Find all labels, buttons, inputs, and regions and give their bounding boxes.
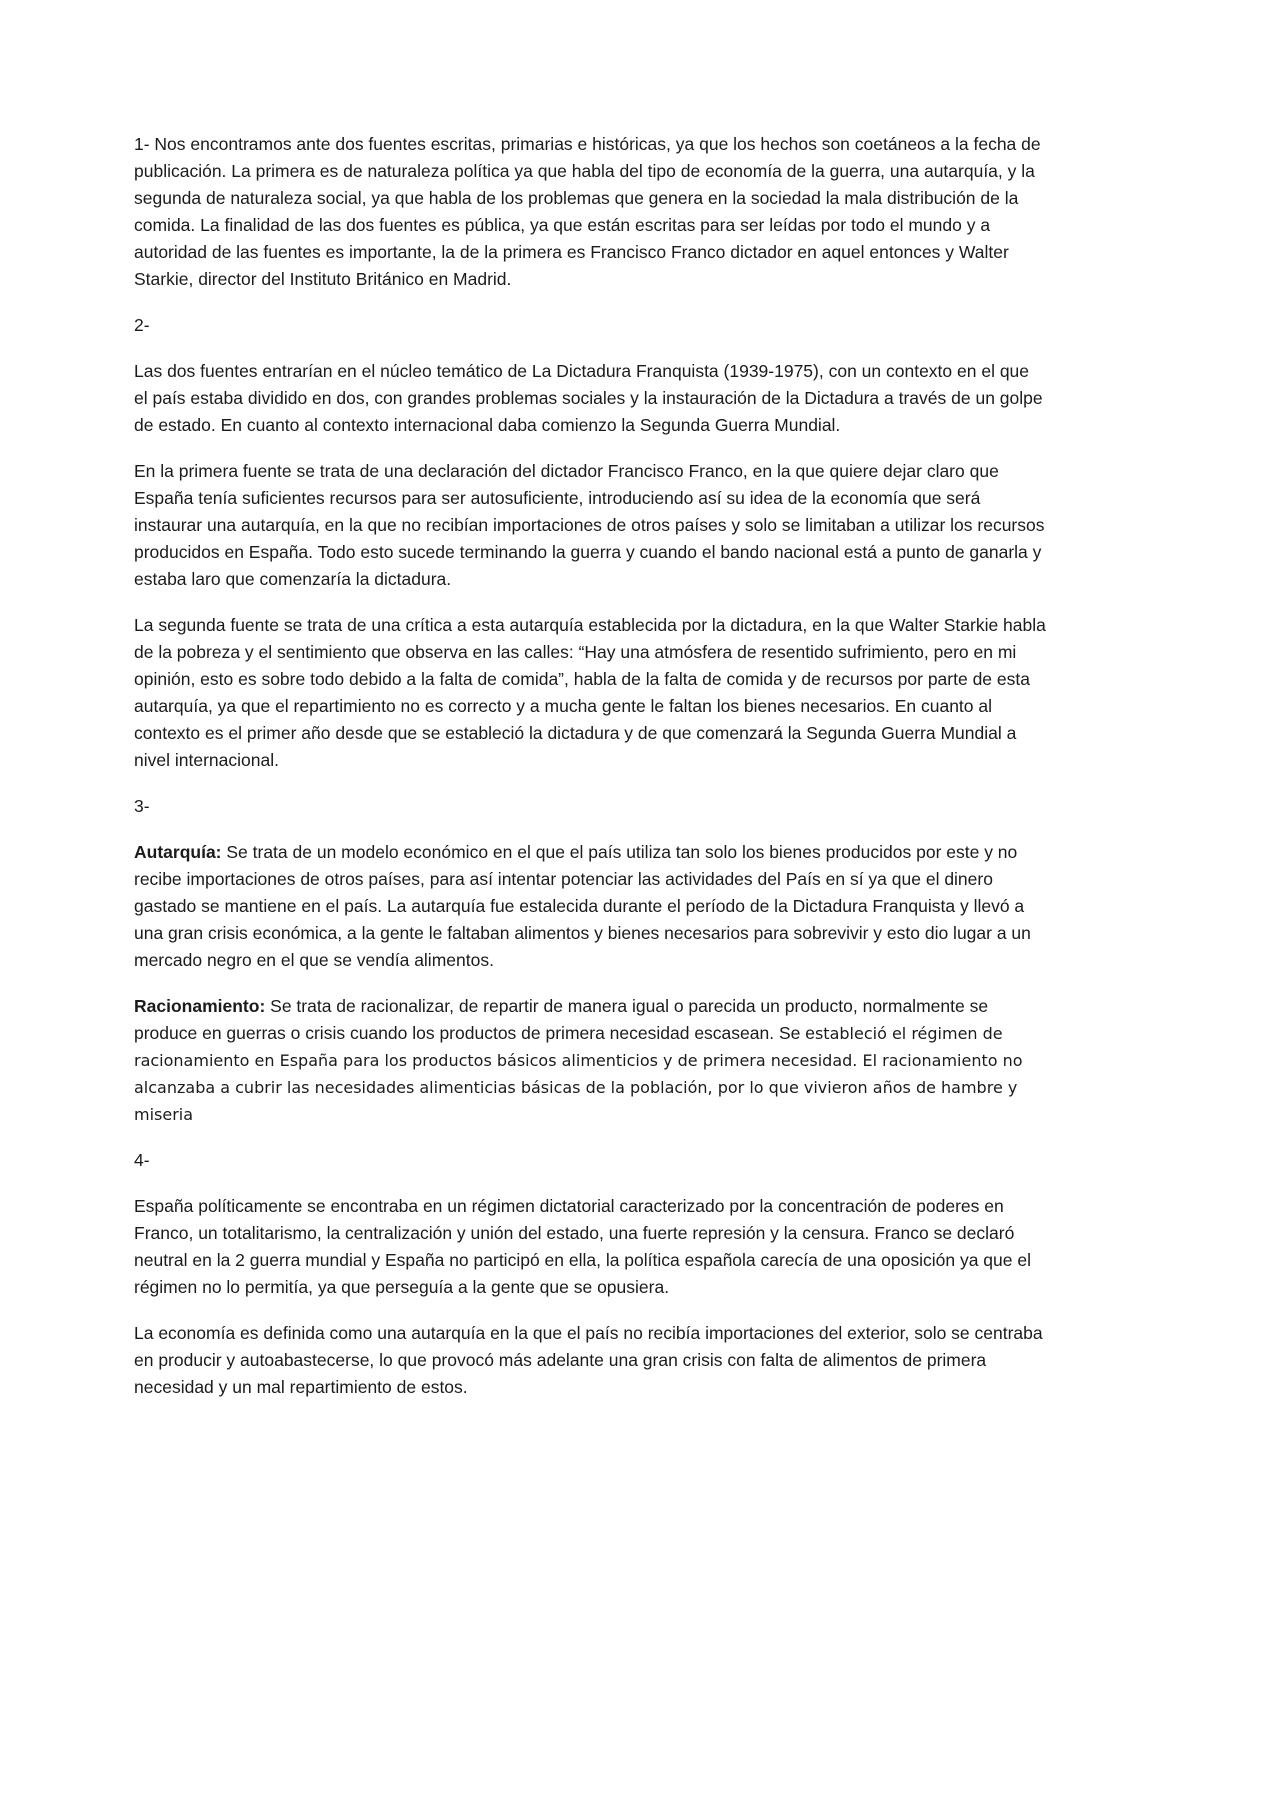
term-autarquia: Autarquía:: [134, 842, 222, 862]
question-2-heading: 2-: [134, 315, 150, 335]
answer-4-politics-paragraph: España políticamente se encontraba en un régimen dictatorial caracterizado por la concentración de poderes en Franco, un totalitarismo, la centralización y unión del estado, una fuerte represión y la censura. Franco se declaró neutral en la 2 guerra mundial y España no participó en ella, la política española carecía de una oposición ya que el régimen no lo permitía, ya que perseguía a la gente que se opusiera.: [134, 1196, 1031, 1297]
term-racionamiento: Racionamiento:: [134, 996, 266, 1016]
question-3-heading: 3-: [134, 796, 150, 816]
answer-4-economy-paragraph: La economía es definida como una autarquía en la que el país no recibía importaciones del exterior, solo se centraba en producir y autoabastecerse, lo que provocó más adelante una gran crisis con falta de alimentos de primera necesidad y un mal repartimiento de estos.: [134, 1323, 1043, 1397]
answer-2-first-source-paragraph: En la primera fuente se trata de una declaración del dictador Francisco Franco, en la que quiere dejar claro que España tenía suficientes recursos para ser autosuficiente, introduciendo así su idea de la economía que será instaurar una autarquía, en la que no recibían importaciones de otros países y solo se limitaban a utilizar los recursos producidos en España. Todo esto sucede terminando la guerra y cuando el bando nacional está a punto de ganarla y estaba laro que comenzaría la dictadura.: [134, 461, 1045, 589]
definition-racionamiento-paragraph: [134, 993, 1046, 1128]
answer-1-paragraph: 1- Nos encontramos ante dos fuentes escritas, primarias e históricas, ya que los hechos son coetáneos a la fecha de publicación. La primera es de naturaleza política ya que habla del tipo de economía de la guerra, una autarquía, y la segunda de naturaleza social, ya que habla de los problemas que genera en la sociedad la mala distribución de la comida. La finalidad de las dos fuentes es pública, ya que están escritas para ser leídas por todo el mundo y a autoridad de las fuentes es importante, la de la primera es Francisco Franco dictador en aquel entonces y Walter Starkie, director del Instituto Británico en Madrid.: [134, 134, 1041, 289]
document-body: [134, 131, 1046, 1420]
answer-2-second-source-paragraph: La segunda fuente se trata de una crítica a esta autarquía establecida por la dictadura, en la que Walter Starkie habla de la pobreza y el sentimiento que observa en las calles: “Hay una atmósfera de resentido sufrimiento, pero en mi opinión, esto es sobre todo debido a la falta de comida”, habla de la falta de comida y de recursos por parte de esta autarquía, ya que el repartimiento no es correcto y a mucha gente le faltan los bienes necesarios. En cuanto al contexto es el primer año desde que se estableció la dictadura y de que comenzará la Segunda Guerra Mundial a nivel internacional.: [134, 615, 1046, 770]
definition-racionamiento-text: Se trata de racionalizar, de repartir de manera igual o parecida un producto, normalmente se produce en guerras o crisis cuando los productos de primera necesidad escasean. Se e: [134, 996, 989, 1043]
definition-autarquia-paragraph: [134, 839, 1046, 974]
answer-2-context-paragraph: Las dos fuentes entrarían en el núcleo temático de La Dictadura Franquista (1939-1975), con un contexto en el que el país estaba dividido en dos, con grandes problemas sociales y la instauración de la Dictadura a través de un golpe de estado. En cuanto al contexto internacional daba comienzo la Segunda Guerra Mundial.: [134, 361, 1043, 435]
question-4-heading: 4-: [134, 1150, 150, 1170]
definition-autarquia-text: Se trata de un modelo económico en el que el país utiliza tan solo los bienes producidos por este y no recibe importaciones de otros países, para así intentar potenciar las actividades del País en sí ya que el dinero gastado se mantiene en el país. La autarquía fue estalecida durante el período de la Dictadura Franquista y llevó a una gran crisis económica, a la gente le faltaban alimentos y bienes necesarios para sobrevivir y esto dio lugar a un mercado negro en el que se vendía alimentos.: [134, 842, 1031, 970]
definition-racionamiento-pasted-text: stableció el régimen de racionamiento en España para los productos básicos alimenticios y de primera necesidad. El racionamiento no alcanzaba a cubrir las necesidades alimenticias básicas de la población, por lo que vivieron años de hambre y miseria: [134, 1024, 1023, 1124]
